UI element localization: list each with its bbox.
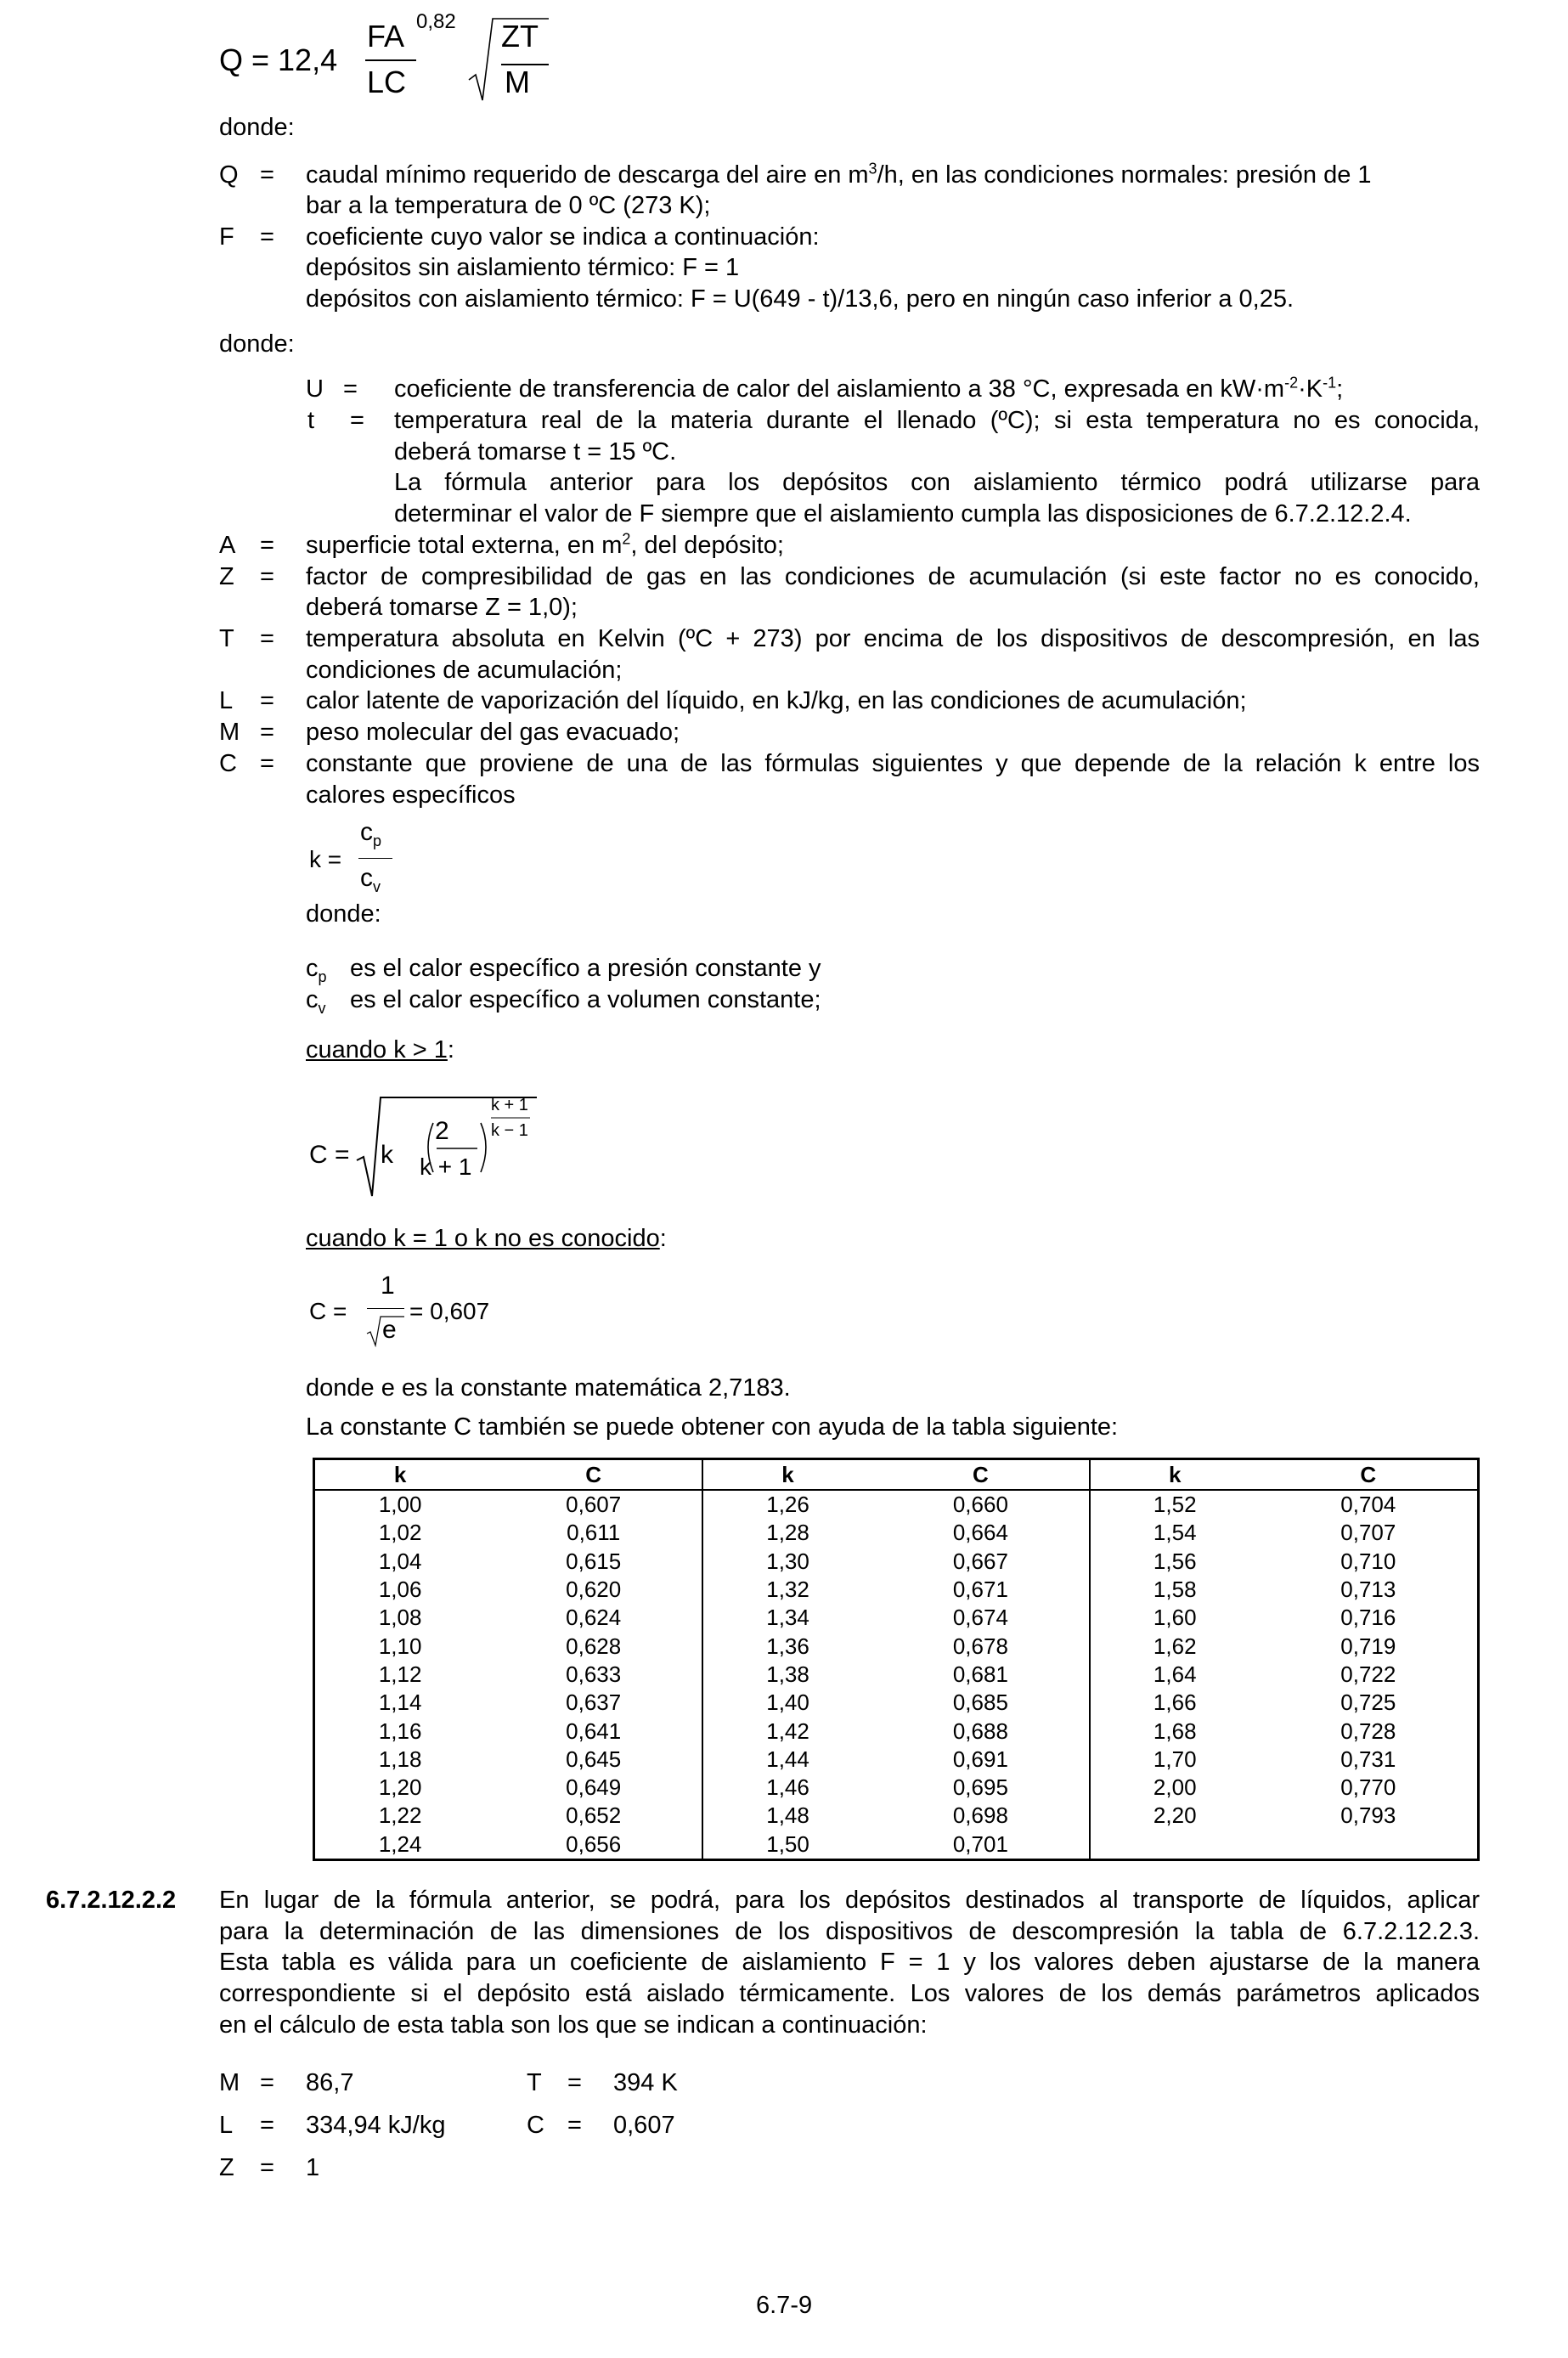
table-cell: 1,40 <box>702 1689 872 1717</box>
case2-label: cuando k = 1 o k no es conocido: <box>306 1225 667 1252</box>
def-F-line3: depósitos con aislamiento térmico: F = U(649 - t)/13,6, pero en ningún caso inferior a 0,25. <box>306 285 1294 313</box>
table-row <box>314 1490 1479 1519</box>
param-T-eq: = <box>567 2069 582 2096</box>
table-row <box>314 1831 1479 1860</box>
param-L-value: 334,94 kJ/kg <box>306 2112 446 2139</box>
section-line-1: En lugar de la fórmula anterior, se podrá, para los depósitos destinados al transporte de líquidos, aplicar <box>219 1887 1480 1914</box>
c2-bar <box>367 1308 404 1309</box>
def-F-line2: depósitos sin aislamiento térmico: F = 1 <box>306 254 740 281</box>
def-M-eq: = <box>260 719 274 746</box>
def-M-line1: peso molecular del gas evacuado; <box>306 719 680 746</box>
table-cell <box>1090 1831 1260 1860</box>
table-row <box>314 1689 1479 1717</box>
table-cell: 1,56 <box>1090 1548 1260 1576</box>
def-Q-line1: caudal mínimo requerido de descarga del aire en $m^3/h$, en las condiciones normales: presión de 1 <box>306 160 1372 189</box>
c2-denominator: e <box>382 1316 397 1344</box>
def-C-line1: constante que proviene de una de las fórmulas siguientes y que depende de la relación k entre los <box>306 750 1480 777</box>
def-C-symbol: C <box>219 750 237 777</box>
table-cell: 1,38 <box>702 1661 872 1689</box>
section-line-3: Esta tabla es válida para un coeficiente de aislamiento F = 1 y los valores deben ajustarse de la manera <box>219 1949 1480 1976</box>
section-line-2: para la determinación de las dimensiones de los dispositivos de descompresión la tabla de 6.7.2.12.2.3. <box>219 1918 1480 1945</box>
case1-label: cuando k > 1: <box>306 1036 454 1063</box>
table-cell: 0,624 <box>566 1605 622 1631</box>
table-cell: 0,722 <box>1340 1661 1396 1687</box>
section-line-4: correspondiente si el depósito está aislado térmicamente. Los valores de los demás parámetros aplicados <box>219 1980 1480 2007</box>
param-L-symbol: L <box>219 2112 234 2139</box>
e-note: donde e es la constante matemática 2,7183. <box>306 1374 791 1402</box>
def-L-eq: = <box>260 687 274 714</box>
table-header-cell: C <box>485 1459 702 1491</box>
c2-lhs: C = <box>309 1298 347 1324</box>
table-cell: 0,678 <box>952 1633 1008 1659</box>
param-C-symbol: C <box>527 2112 544 2139</box>
def-t-line4: determinar el valor de F siempre que el aislamiento cumpla las disposiciones de 6.7.2.12.2.4. <box>394 500 1412 527</box>
def-L-line1: calor latente de vaporización del líquido, en kJ/kg, en las condiciones de acumulación; <box>306 687 1247 714</box>
table-cell: 0,770 <box>1340 1774 1396 1801</box>
donde-label-2: donde: <box>219 330 295 358</box>
param-T-symbol: T <box>527 2069 542 2096</box>
table-cell: 0,691 <box>952 1746 1008 1772</box>
def-C-eq: = <box>260 750 274 777</box>
table-header-cell: k <box>314 1459 486 1491</box>
table-cell: 1,36 <box>702 1632 872 1660</box>
table-cell: 0,656 <box>566 1831 622 1857</box>
table-intro: La constante C también se puede obtener con ayuda de la tabla siguiente: <box>306 1413 1119 1441</box>
table-cell: 1,22 <box>378 1802 422 1829</box>
def-T-line2: condiciones de acumulación; <box>306 657 623 684</box>
def-T-eq: = <box>260 625 274 652</box>
table-cell: 0,649 <box>566 1774 622 1801</box>
def-F-line1: coeficiente cuyo valor se indica a continuación: <box>306 223 820 251</box>
formula-numerator: FA <box>367 19 405 54</box>
table-cell: 0,707 <box>1340 1520 1396 1546</box>
c1-numerator: 2 <box>435 1117 449 1145</box>
c2-rhs: = 0,607 <box>409 1298 490 1324</box>
table-cell: 1,54 <box>1090 1519 1260 1547</box>
table-cell: 1,30 <box>702 1548 872 1576</box>
def-L-symbol: L <box>219 687 234 714</box>
table-header-row <box>314 1459 1479 1491</box>
table-row <box>314 1604 1479 1632</box>
def-A-eq: = <box>260 532 274 559</box>
table-row <box>314 1802 1479 1830</box>
table-cell: 1,16 <box>378 1718 422 1744</box>
table-cell: 1,48 <box>702 1802 872 1830</box>
table-cell: 1,00 <box>378 1492 422 1518</box>
c1-lhs: C = <box>309 1141 350 1169</box>
table-cell: 0,667 <box>952 1548 1008 1574</box>
formula-exponent: 0,82 <box>416 10 456 33</box>
table-cell: 0,716 <box>1340 1605 1396 1631</box>
cp-symbol: $c_p$ <box>306 955 327 985</box>
param-M-symbol: M <box>219 2069 240 2096</box>
table-cell: 1,26 <box>702 1490 872 1519</box>
def-T-symbol: T <box>219 625 234 652</box>
table-cell: 1,42 <box>702 1717 872 1745</box>
table-row <box>314 1576 1479 1604</box>
table-cell: 1,10 <box>378 1633 422 1659</box>
table-cell: 1,08 <box>378 1605 422 1631</box>
table-header-cell: C <box>872 1459 1090 1491</box>
table-cell: 1,02 <box>378 1520 422 1546</box>
table-cell: 1,50 <box>702 1831 872 1860</box>
table-cell: 0,645 <box>566 1746 622 1772</box>
table-cell: 0,641 <box>566 1718 622 1744</box>
formula-denominator: LC <box>367 65 407 99</box>
table-cell: 1,04 <box>378 1548 422 1574</box>
c1-exp-numerator: k + 1 <box>491 1096 528 1114</box>
table-cell: 0,637 <box>566 1690 622 1716</box>
table-cell: 1,24 <box>378 1831 422 1857</box>
param-M-eq: = <box>260 2069 274 2096</box>
table-row <box>314 1774 1479 1802</box>
k-formula-denominator: $c_v$ <box>360 864 381 895</box>
k-formula-bar <box>358 858 392 859</box>
table-cell: 0,681 <box>952 1661 1008 1687</box>
c1-exp-denominator: k − 1 <box>491 1121 528 1140</box>
table-cell: 0,615 <box>566 1548 622 1574</box>
def-Z-eq: = <box>260 563 274 590</box>
table-cell: 1,66 <box>1090 1689 1260 1717</box>
def-U-eq: = <box>343 375 358 403</box>
table-header-cell: k <box>702 1459 872 1491</box>
table-row <box>314 1548 1479 1576</box>
table-cell: 1,18 <box>378 1746 422 1772</box>
def-Z-line2: deberá tomarse Z = 1,0); <box>306 594 578 621</box>
table-cell: 1,12 <box>378 1661 422 1687</box>
def-Z-symbol: Z <box>219 563 234 590</box>
table-cell: 1,44 <box>702 1746 872 1774</box>
table-cell: 1,62 <box>1090 1632 1260 1660</box>
table-cell: 0,701 <box>952 1831 1008 1857</box>
table-cell: 0,704 <box>1340 1492 1396 1518</box>
def-Z-line1: factor de compresibilidad de gas en las condiciones de acumulación (si este factor no es conocido, <box>306 563 1480 590</box>
param-L-eq: = <box>260 2112 274 2139</box>
table-cell: 1,60 <box>1090 1604 1260 1632</box>
table-cell: 1,06 <box>378 1577 422 1603</box>
def-t-line2: deberá tomarse t = 15 ºC. <box>394 438 677 465</box>
cp-text: es el calor específico a presión constante y <box>350 955 821 982</box>
table-row <box>314 1632 1479 1660</box>
table-cell <box>1260 1831 1479 1860</box>
table-cell: 1,64 <box>1090 1661 1260 1689</box>
def-Q-symbol: Q <box>219 161 239 189</box>
table-row <box>314 1746 1479 1774</box>
table-row <box>314 1717 1479 1745</box>
param-C-eq: = <box>567 2112 582 2139</box>
param-Z-value: 1 <box>306 2154 320 2181</box>
c1-k: k <box>381 1141 393 1169</box>
page-number: 6.7-9 <box>756 2292 813 2319</box>
table-cell: 0,713 <box>1340 1577 1396 1603</box>
table-cell: 0,652 <box>566 1802 622 1829</box>
def-U-symbol: U <box>306 375 324 403</box>
def-t-line1: temperatura real de la materia durante el llenado (ºC); si esta temperatura no es conocida, <box>394 407 1480 434</box>
table-cell: 2,20 <box>1090 1802 1260 1830</box>
def-t-symbol: t <box>307 407 315 434</box>
c1-denominator: k + 1 <box>420 1154 472 1180</box>
table-row <box>314 1519 1479 1547</box>
table-cell: 1,68 <box>1090 1717 1260 1745</box>
table-cell: 1,34 <box>702 1604 872 1632</box>
def-F-eq: = <box>260 223 274 251</box>
table-cell: 1,28 <box>702 1519 872 1547</box>
formula-lhs: Q = 12,4 <box>219 42 338 77</box>
cv-symbol: $c_v$ <box>306 986 326 1017</box>
section-number: 6.7.2.12.2.2 <box>46 1887 177 1914</box>
table-cell: 0,664 <box>952 1520 1008 1546</box>
table-header-cell: C <box>1260 1459 1479 1491</box>
table-cell: 0,628 <box>566 1633 622 1659</box>
table-cell: 1,58 <box>1090 1576 1260 1604</box>
table-cell: 0,671 <box>952 1577 1008 1603</box>
param-Z-eq: = <box>260 2154 274 2181</box>
table-cell: 0,660 <box>952 1492 1008 1518</box>
table-cell: 1,70 <box>1090 1746 1260 1774</box>
c2-numerator: 1 <box>381 1272 395 1300</box>
def-A-line1: superficie total externa, en $m^2$, del depósito; <box>306 530 784 559</box>
table-cell: 0,710 <box>1340 1548 1396 1574</box>
param-C-value: 0,607 <box>613 2112 675 2139</box>
table-cell: 2,00 <box>1090 1774 1260 1802</box>
table-cell: 0,728 <box>1340 1718 1396 1744</box>
def-T-line1: temperatura absoluta en Kelvin (ºC + 273) por encima de los dispositivos de descompresión, en las <box>306 625 1480 652</box>
table-cell: 1,46 <box>702 1774 872 1802</box>
def-Q-eq: = <box>260 161 274 189</box>
table-cell: 0,731 <box>1340 1746 1396 1772</box>
param-Z-symbol: Z <box>219 2154 234 2181</box>
k-formula-lhs: k = <box>309 846 342 872</box>
def-t-line3: La fórmula anterior para los depósitos con aislamiento térmico podrá utilizarse para <box>394 469 1480 496</box>
table-cell: 0,633 <box>566 1661 622 1687</box>
table-row <box>314 1661 1479 1689</box>
def-t-eq: = <box>350 407 364 434</box>
radical-denominator: M <box>505 65 530 99</box>
table-cell: 1,52 <box>1090 1490 1260 1519</box>
donde-label-1: donde: <box>219 114 295 141</box>
table-cell: 0,607 <box>566 1492 622 1518</box>
table-cell: 0,725 <box>1340 1690 1396 1716</box>
param-M-value: 86,7 <box>306 2069 354 2096</box>
table-cell: 0,620 <box>566 1577 622 1603</box>
def-M-symbol: M <box>219 719 240 746</box>
table-cell: 0,611 <box>567 1520 621 1546</box>
table-cell: 0,685 <box>952 1690 1008 1716</box>
radical-numerator: ZT <box>501 19 539 54</box>
table-cell: 1,14 <box>378 1690 422 1716</box>
def-C-line2: calores específicos <box>306 781 516 809</box>
table-header-cell: k <box>1090 1459 1260 1491</box>
table-cell: 0,719 <box>1340 1633 1396 1659</box>
def-U-line1: coeficiente de transferencia de calor del aislamiento a 38 °C, expresada en $kW\cdot m^{-2}\cdot K^{-1}$; <box>394 374 1344 403</box>
table-cell: 0,698 <box>952 1802 1008 1829</box>
formula-fraction-bar <box>365 59 416 61</box>
table-cell: 0,688 <box>952 1718 1008 1744</box>
section-line-5: en el cálculo de esta tabla son los que se indican a continuación: <box>219 2011 928 2039</box>
def-Q-line2: bar a la temperatura de 0 ºC (273 K); <box>306 192 711 219</box>
donde-label-3: donde: <box>306 900 381 928</box>
table-cell: 1,32 <box>702 1576 872 1604</box>
table-cell: 0,674 <box>952 1605 1008 1631</box>
table-cell: 1,20 <box>378 1774 422 1801</box>
c-constant-table <box>313 1458 1480 1861</box>
table-cell: 0,793 <box>1340 1802 1396 1829</box>
param-T-value: 394 K <box>613 2069 678 2096</box>
cv-text: es el calor específico a volumen constante; <box>350 986 821 1013</box>
k-formula-numerator: $c_p$ <box>360 818 382 849</box>
def-F-symbol: F <box>219 223 234 251</box>
def-A-symbol: A <box>219 532 236 559</box>
table-cell: 0,695 <box>952 1774 1008 1801</box>
